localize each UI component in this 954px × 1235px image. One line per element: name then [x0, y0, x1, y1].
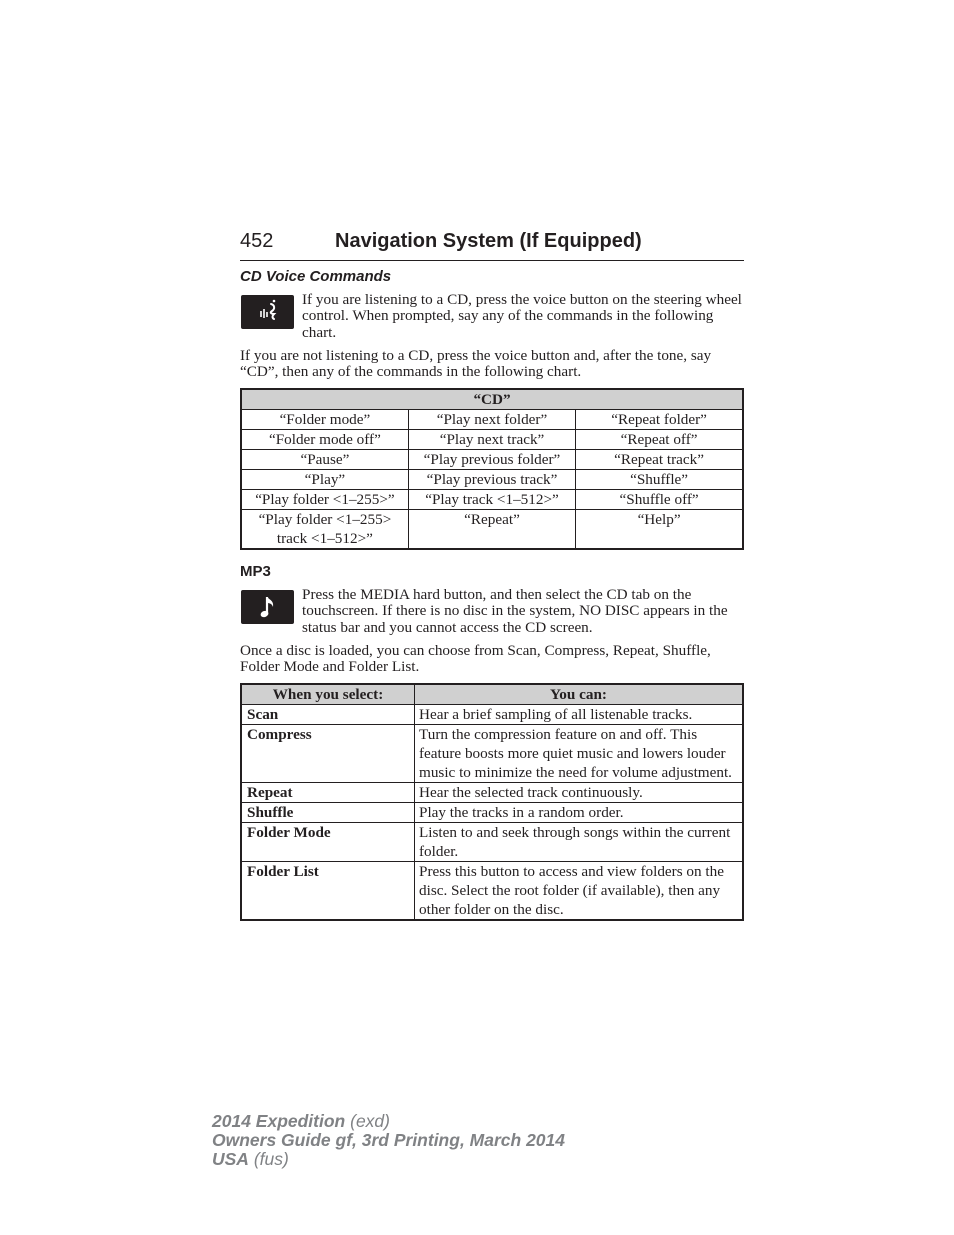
table-row: [241, 490, 743, 510]
table-row: [241, 510, 743, 550]
table-row: [241, 430, 743, 450]
footer-model: 2014 Expedition: [212, 1111, 346, 1131]
table-header-cell: You can:: [415, 684, 744, 705]
chapter-title: Navigation System (If Equipped): [335, 230, 642, 252]
table-cell: “Folder mode”: [241, 410, 408, 430]
mp3-heading: MP3: [240, 563, 271, 580]
table-cell: “Help”: [576, 510, 743, 550]
cd-commands-table: [240, 388, 744, 550]
table-cell: Repeat: [241, 783, 415, 803]
footer-region: USA: [212, 1149, 249, 1169]
cd-intro-text: If you are listening to a CD, press the voice button on the steering wheel control. When prompted, say any of the commands in the following chart.: [302, 291, 742, 341]
table-cell: “Play track <1–512>”: [408, 490, 575, 510]
table-row: [241, 450, 743, 470]
table-cell: Compress: [241, 725, 415, 783]
cd-voice-commands-heading: CD Voice Commands: [240, 268, 392, 285]
table-row: [241, 410, 743, 430]
page-number: 452: [240, 230, 274, 252]
mp3-instructions-text: Once a disc is loaded, you can choose from Scan, Compress, Repeat, Shuffle, Folder Mode and Folder List.: [240, 642, 711, 676]
table-cell: “Folder mode off”: [241, 430, 408, 450]
table-cell: “Repeat folder”: [576, 410, 743, 430]
table-row: [241, 803, 743, 823]
table-cell: “Play previous track”: [408, 470, 575, 490]
table-cell: “Repeat”: [408, 510, 575, 550]
table-cell: “Shuffle off”: [576, 490, 743, 510]
table-row: [241, 862, 743, 921]
table-row: [241, 783, 743, 803]
table-row: [241, 823, 743, 862]
table-cell: Press this button to access and view folders on the disc. Select the root folder (if available), then any other folder on the disc.: [415, 862, 744, 921]
table-cell: Hear a brief sampling of all listenable tracks.: [415, 705, 744, 725]
table-cell: “Play next track”: [408, 430, 575, 450]
table-cell: “Play folder <1–255>”: [241, 490, 408, 510]
table-cell: “Play next folder”: [408, 410, 575, 430]
table-cell: Scan: [241, 705, 415, 725]
voice-command-icon: [241, 295, 294, 329]
table-cell: “Play folder <1–255> track <1–512>”: [241, 510, 408, 550]
page-header: [240, 228, 744, 261]
footer-region-code: (fus): [253, 1149, 289, 1169]
footer-guide: Owners Guide gf, 3rd Printing, March 2014: [212, 1130, 565, 1150]
table-cell: “Repeat off”: [576, 430, 743, 450]
table-row: [241, 705, 743, 725]
table-cell: “Play”: [241, 470, 408, 490]
table-row: [241, 470, 743, 490]
table-cell: “Repeat track”: [576, 450, 743, 470]
table-row: [241, 725, 743, 783]
cd-table-header: “CD”: [241, 389, 743, 410]
table-cell: Play the tracks in a random order.: [415, 803, 744, 823]
mp3-intro-text: Press the MEDIA hard button, and then select the CD tab on the touchscreen. If there is no disc in the system, NO DISC appears in the status bar and you cannot access the CD screen.: [302, 586, 728, 636]
footer-model-code: (exd): [350, 1111, 390, 1131]
table-cell: Hear the selected track continuously.: [415, 783, 744, 803]
table-cell: “Pause”: [241, 450, 408, 470]
mp3-options-table: [240, 683, 744, 921]
table-cell: “Play previous folder”: [408, 450, 575, 470]
page-footer: [212, 1112, 565, 1169]
cd-instructions-text: If you are not listening to a CD, press the voice button and, after the tone, say “CD”, then any of the commands in the following chart.: [240, 347, 712, 381]
table-cell: Folder List: [241, 862, 415, 921]
music-note-icon: [241, 590, 294, 624]
table-cell: Folder Mode: [241, 823, 415, 862]
table-cell: Listen to and seek through songs within the current folder.: [415, 823, 744, 862]
table-cell: “Shuffle”: [576, 470, 743, 490]
table-cell: Shuffle: [241, 803, 415, 823]
table-header-cell: When you select:: [241, 684, 415, 705]
table-cell: Turn the compression feature on and off. This feature boosts more quiet music and lowers louder music to minimize the need for volume adjustment.: [415, 725, 744, 783]
